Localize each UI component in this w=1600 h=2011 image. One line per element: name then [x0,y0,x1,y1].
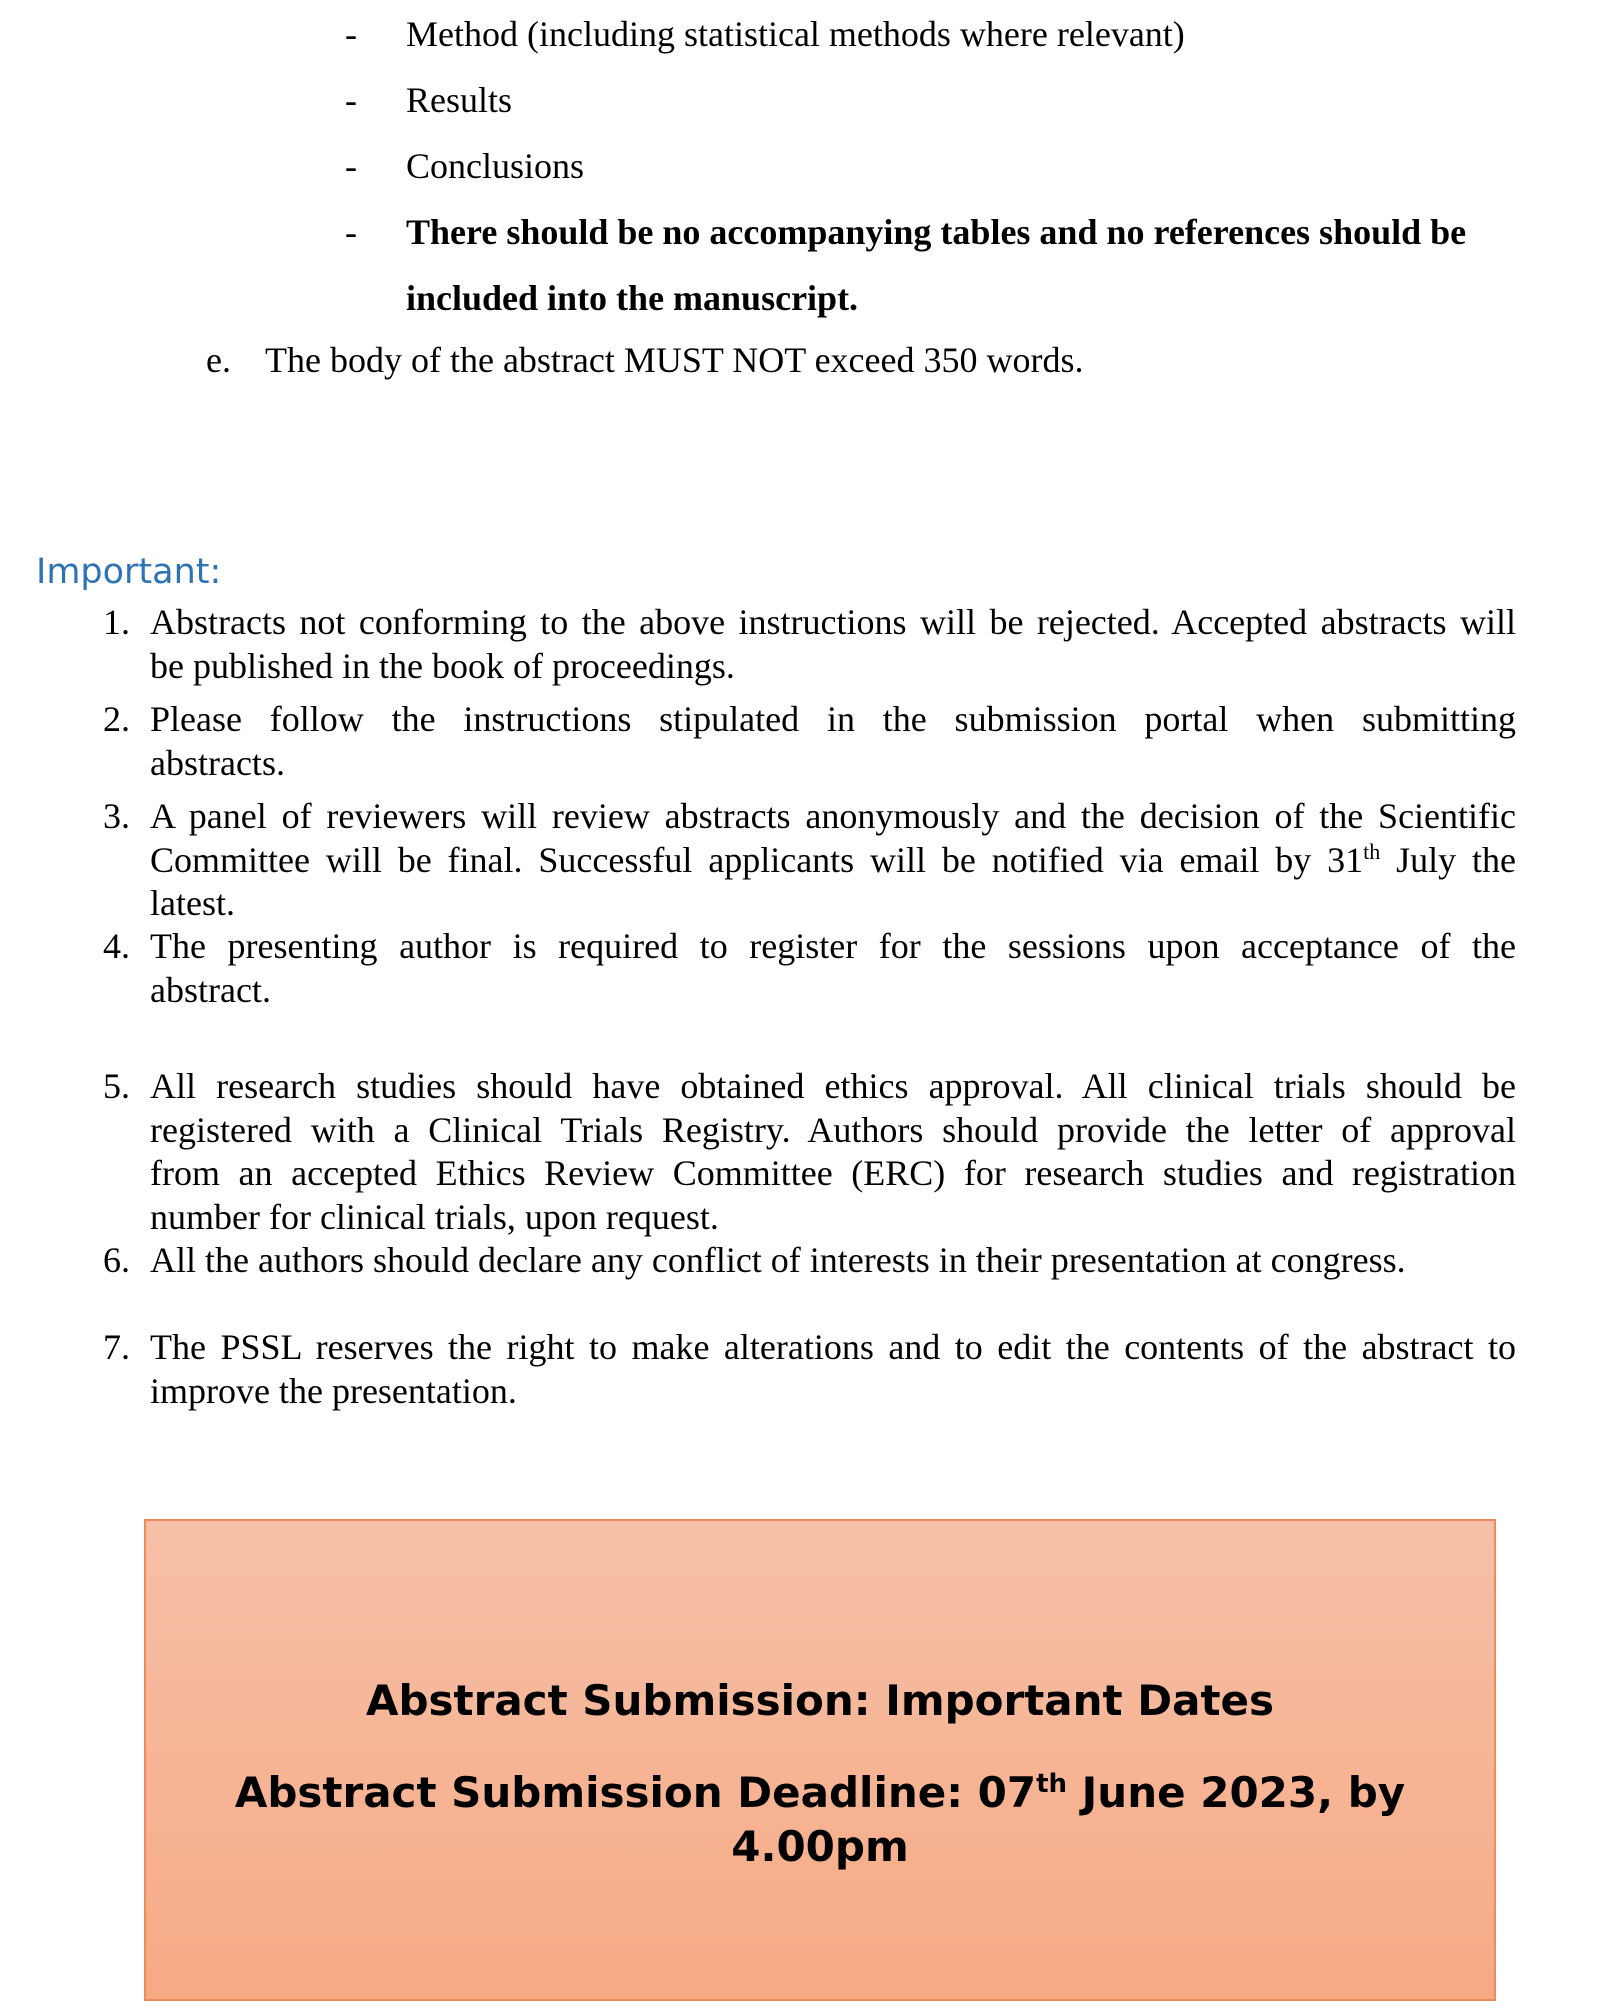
item-number: 2. [103,699,130,739]
item-line: abstracts. [150,742,285,783]
item-number: 5. [103,1066,130,1106]
item-line: Please follow the instructions stipulated in the submission portal when submitting [150,699,1516,739]
dash-item-text: Method (including statistical methods where relevant) [406,14,1185,54]
item-line-pre: Committee will be final. Successful applicants will be notified via email by 31 [150,839,1364,880]
ordinal-suffix: th [1363,838,1381,864]
item-number: 4. [103,926,130,966]
dash-marker: - [345,80,357,120]
item-number: 1. [103,602,130,642]
dash-item-text-line2: included into the manuscript. [406,278,859,318]
item-line-with-date [150,839,1516,883]
dash-item-text: Conclusions [406,146,585,186]
item-number: 6. [103,1240,130,1280]
item-line: from an accepted Ethics Review Committee (ERC) for research studies and registration [150,1153,1516,1193]
submission-deadline [146,1766,1494,1874]
dash-marker: - [345,146,357,186]
deadline-ordinal-suffix: th [1036,1769,1068,1799]
dash-item-text-line1: There should be no accompanying tables and no references should be [406,212,1467,252]
important-heading: Important: [36,552,222,592]
list-item-e-text: The body of the abstract MUST NOT exceed 350 words. [265,340,1084,380]
deadline-post: June 2023, by 4.00pm [731,1768,1406,1871]
dash-marker: - [345,14,357,54]
item-line: The presenting author is required to register for the sessions upon acceptance of the [150,926,1516,966]
item-line-post: July the [1380,839,1517,880]
dash-item-text: Results [406,80,513,120]
item-line: number for clinical trials, upon request. [150,1196,719,1237]
item-line: latest. [150,883,235,923]
dash-marker: - [345,212,357,252]
item-line: registered with a Clinical Trials Registry. Authors should provide the letter of approval [150,1109,1516,1150]
item-number: 7. [103,1327,130,1367]
item-line: All the authors should declare any conflict of interests in their presentation at congress. [150,1240,1406,1280]
important-dates-title: Abstract Submission: Important Dates [365,1676,1275,1725]
deadline-pre: Abstract Submission Deadline: 07 [234,1768,1037,1817]
item-line: be published in the book of proceedings. [150,645,735,686]
list-item-e [206,338,1084,382]
item-line: Abstracts not conforming to the above instructions will be rejected. Accepted abstracts will [150,602,1516,642]
list-marker-e: e. [206,340,231,380]
important-dates-box [144,1519,1496,2001]
item-line: All research studies should have obtained ethics approval. All clinical trials should be [150,1066,1516,1106]
item-line: The PSSL reserves the right to make alterations and to edit the contents of the abstract to [150,1327,1516,1367]
item-line: improve the presentation. [150,1370,517,1411]
item-number: 3. [103,796,130,836]
item-line: A panel of reviewers will review abstracts anonymously and the decision of the Scientific [150,796,1516,836]
item-line: abstract. [150,969,271,1010]
